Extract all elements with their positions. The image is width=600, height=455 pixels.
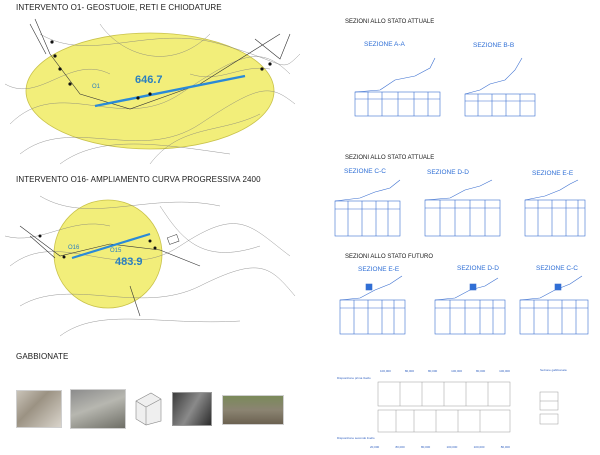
intervention-2-marker: O16 — [68, 245, 80, 251]
section-cc-future-table — [520, 300, 588, 334]
intervention-1-value: 646.7 — [135, 74, 163, 86]
section-dd-future-table — [435, 300, 505, 334]
gabion-dim-bottom-1: 20,000 — [370, 445, 380, 449]
section-cc-profile — [335, 180, 400, 201]
gabion-photo-2 — [70, 389, 126, 429]
section-aa-title: SEZIONE A-A — [364, 41, 405, 48]
section-cc-title: SEZIONE C-C — [344, 168, 386, 175]
gabion-dim-bottom-5: 100,000 — [473, 445, 485, 449]
gabion-photo-3 — [172, 392, 212, 426]
section-dd-title: SEZIONE D-D — [427, 169, 469, 176]
building-outline — [167, 234, 179, 244]
gabion-top-label: Disposizione prima livello — [337, 376, 371, 380]
sections-current-heading-2: SEZIONI ALLO STATO ATTUALE — [345, 155, 435, 161]
gabion-dim-top-3: 80,000 — [427, 369, 438, 373]
section-dd-future-gabion — [470, 284, 476, 290]
section-cc-future-gabion — [555, 284, 561, 290]
section-dd-future-profile — [435, 278, 498, 300]
gabion-dim-top-4: 100,000 — [451, 369, 462, 373]
section-bb-profile — [465, 58, 522, 94]
map-intervention-2 — [0, 186, 300, 346]
sections-current-heading-1: SEZIONI ALLO STATO ATTUALE — [345, 19, 435, 25]
section-dd-profile — [425, 180, 492, 200]
gabion-level-2 — [378, 410, 510, 432]
section-cc-future-title: SEZIONE C-C — [536, 265, 578, 272]
gabion-photo-4 — [222, 395, 284, 425]
gabion-cage-drawing — [133, 389, 163, 427]
intervention-1-marker: O1 — [92, 84, 101, 90]
gabion-dims-top — [380, 369, 510, 375]
intervention-2-marker-b: O15 — [110, 248, 122, 254]
sections-row-3 — [330, 272, 600, 342]
gabion-dims-bottom — [370, 445, 510, 451]
gabion-plan-drawing — [340, 376, 600, 438]
intervention-2-title: INTERVENTO O16- AMPLIAMENTO CURVA PROGRESSIVA 2400 — [16, 175, 261, 184]
section-ee-title: SEZIONE E-E — [532, 170, 574, 177]
gabion-dim-bottom-2: 80,000 — [395, 445, 405, 449]
gabion-dim-top-1: 100,000 — [380, 369, 391, 373]
section-cc-future-profile — [520, 276, 582, 300]
gabion-dim-bottom-6: 80,000 — [500, 445, 510, 449]
sections-row-1 — [340, 50, 600, 125]
section-ee-future-gabion — [366, 284, 372, 290]
gabion-dim-top-2: 80,000 — [404, 369, 415, 373]
gabion-dim-bottom-4: 100,000 — [446, 445, 458, 449]
section-dd-future-title: SEZIONE D-D — [457, 265, 499, 272]
buffer-zone-1 — [26, 33, 274, 149]
sections-row-2 — [330, 176, 600, 248]
gabion-dim-bottom-3: 80,000 — [420, 445, 431, 449]
buffer-zone-2 — [54, 200, 162, 308]
section-aa-profile — [355, 58, 435, 92]
gabion-dim-top-5: 80,000 — [475, 369, 486, 373]
gabbionate-title: GABBIONATE — [16, 352, 69, 361]
intervention-2-value: 483.9 — [115, 256, 143, 268]
section-bb-table — [465, 94, 535, 116]
section-cc-table — [335, 201, 400, 236]
gabion-bottom-label: Disposizione secondo livello — [337, 436, 375, 440]
map-intervention-1 — [0, 14, 300, 172]
section-ee-table — [525, 200, 585, 236]
section-ee-profile — [525, 180, 578, 200]
sections-future-heading: SEZIONI ALLO STATO FUTURO — [345, 254, 434, 260]
gabion-dim-top-6: 100,000 — [499, 369, 510, 373]
intervention-1-title: INTERVENTO O1- GEOSTUOIE, RETI E CHIODATURE — [16, 3, 222, 12]
gabion-section-label: Sezione gabbionata — [540, 368, 567, 372]
section-ee-future-table — [340, 300, 405, 334]
section-dd-table — [425, 200, 500, 236]
gabion-photo-1 — [16, 390, 62, 428]
section-bb-title: SEZIONE B-B — [473, 42, 515, 49]
section-ee-future-title: SEZIONE E-E — [358, 266, 400, 273]
